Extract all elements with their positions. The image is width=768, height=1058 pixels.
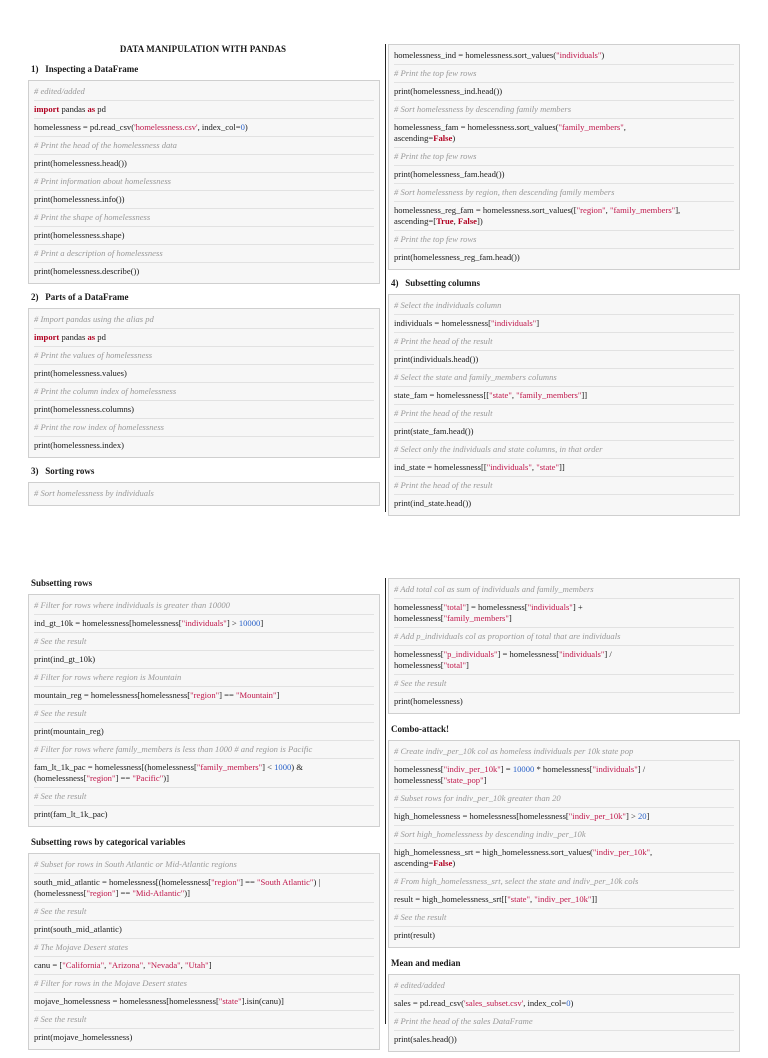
code-number: 10000: [512, 764, 535, 774]
code-string: "state": [489, 390, 512, 400]
code-text: ] =: [500, 764, 513, 774]
code-comment: # Print the values of homelessness: [34, 347, 374, 365]
code-text: print(sales.head()): [394, 1034, 457, 1044]
code-text: canu = [: [34, 960, 63, 970]
code-text: print(homelessness_fam.head()): [394, 169, 505, 179]
code-comment: # Print the head of the result: [394, 405, 734, 423]
code-number: 0: [240, 122, 245, 132]
code-text: print(homelessness.values): [34, 368, 127, 378]
code-string: "region": [86, 888, 116, 898]
code-number: 10000: [238, 618, 261, 628]
code-comment: # Print the shape of homelessness: [34, 209, 374, 227]
code-number: 0: [566, 998, 571, 1008]
code-line: [394, 891, 734, 909]
code-block: [28, 482, 380, 506]
code-text: high_homelessness_srt = high_homelessness.sort_values(: [394, 847, 593, 857]
code-comment: # From high_homelessness_srt, select the state and indiv_per_10k cols: [394, 873, 734, 891]
code-line: [394, 423, 734, 441]
code-text: ] ==: [115, 773, 133, 783]
code-text: print(south_mid_atlantic): [34, 924, 122, 934]
code-comment: # See the result: [34, 705, 374, 723]
code-string: "Mountain": [236, 690, 277, 700]
code-comment: # Sort homelessness by descending family members: [394, 101, 734, 119]
code-text: )]: [163, 773, 169, 783]
code-line: [34, 401, 374, 419]
code-text: ): [570, 998, 574, 1008]
code-string: "state": [218, 996, 242, 1006]
code-comment: # Select the individuals column: [394, 297, 734, 315]
code-text: ]: [508, 613, 512, 623]
code-text: ,: [143, 960, 148, 970]
code-text: ): [452, 858, 456, 868]
code-comment: # Filter for rows where region is Mountain: [34, 669, 374, 687]
code-text: ) & (homelessness[: [34, 762, 303, 783]
code-text: ] / homelessness[: [394, 649, 612, 670]
code-text: ]: [465, 660, 469, 670]
code-line: [394, 599, 734, 628]
code-line: [394, 844, 734, 873]
code-text: ]: [646, 811, 650, 821]
code-comment: # Sort homelessness by region, then descending family members: [394, 184, 734, 202]
code-text: print(mountain_reg): [34, 726, 104, 736]
code-line: [394, 808, 734, 826]
code-comment: # Print the row index of homelessness: [34, 419, 374, 437]
code-keyword: import: [34, 332, 60, 342]
code-comment: # Print the top few rows: [394, 231, 734, 249]
document-page-1: [0, 0, 768, 512]
code-string: "region": [86, 773, 116, 783]
code-text: pd: [95, 332, 106, 342]
code-keyword: False: [433, 858, 453, 868]
code-line: [34, 1029, 374, 1046]
code-line: [394, 761, 734, 790]
section-heading: 4) Subsetting columns: [391, 278, 481, 288]
code-line: [34, 687, 374, 705]
code-text: homelessness[: [394, 602, 444, 612]
code-comment: # Print the column index of homelessness: [34, 383, 374, 401]
document-title: DATA MANIPULATION WITH PANDAS: [119, 44, 287, 54]
section-heading: Mean and median: [391, 958, 461, 968]
code-text: ] + homelessness[: [394, 602, 583, 623]
section-heading: Combo-attack!: [391, 724, 449, 734]
code-line: [394, 995, 734, 1013]
code-comment: # edited/added: [394, 977, 734, 995]
code-text: print(state_fam.head()): [394, 426, 474, 436]
right-column: [388, 44, 740, 522]
code-text: ,: [531, 462, 537, 472]
code-text: ] >: [226, 618, 239, 628]
code-string: "total": [443, 660, 466, 670]
code-string: "family_members": [558, 122, 624, 132]
code-text: ] = homelessness[: [497, 649, 560, 659]
code-text: individuals = homelessness[: [394, 318, 491, 328]
right-column: [388, 578, 740, 1058]
code-comment: # Print the head of the homelessness data: [34, 137, 374, 155]
code-line: [34, 759, 374, 788]
code-comment: # Print the top few rows: [394, 65, 734, 83]
code-string: "indiv_per_10k": [534, 894, 592, 904]
code-text: high_homelessness = homelessness[homelessness[: [394, 811, 569, 821]
code-line: [34, 921, 374, 939]
section-heading: 2) Parts of a DataFrame: [31, 292, 129, 302]
code-comment: # Sort high_homelessness by descending indiv_per_10k: [394, 826, 734, 844]
code-text: ,: [104, 960, 109, 970]
code-string: "state_pop": [443, 775, 484, 785]
section-heading: 3) Sorting rows: [31, 466, 95, 476]
code-string: "region": [576, 205, 606, 215]
code-text: homelessness_reg_fam = homelessness.sort_values([: [394, 205, 577, 215]
code-comment: # Subset rows for indiv_per_10k greater than 20: [394, 790, 734, 808]
code-text: print(result): [394, 930, 436, 940]
code-line: [34, 957, 374, 975]
code-comment: # Create indiv_per_10k col as homeless individuals per 10k state pop: [394, 743, 734, 761]
code-string: "total": [443, 602, 466, 612]
code-string: "Mid-Atlantic": [132, 888, 185, 898]
code-line: [394, 166, 734, 184]
code-text: ,: [180, 960, 185, 970]
code-string: "Utah": [184, 960, 209, 970]
code-comment: # Filter for rows where individuals is greater than 10000: [34, 597, 374, 615]
code-string: "individuals": [181, 618, 227, 628]
code-comment: # See the result: [394, 675, 734, 693]
code-string: "South Atlantic": [257, 877, 314, 887]
code-text: homelessness_fam = homelessness.sort_values(: [394, 122, 559, 132]
code-line: [34, 651, 374, 669]
code-keyword: False: [433, 133, 453, 143]
code-keyword: False: [457, 216, 477, 226]
code-number: 20: [637, 811, 647, 821]
code-line: [394, 47, 734, 65]
code-line: [394, 315, 734, 333]
code-text: ] / homelessness[: [394, 764, 646, 785]
code-block: [28, 853, 380, 1050]
code-string: "region": [211, 877, 241, 887]
code-text: print(ind_state.head()): [394, 498, 472, 508]
code-comment: # Import pandas using the alias pd: [34, 311, 374, 329]
code-text: ): [601, 50, 605, 60]
code-text: ], ascending=[: [394, 205, 681, 226]
code-line: [394, 351, 734, 369]
code-comment: # Print the head of the result: [394, 333, 734, 351]
code-text: ] = homelessness[: [465, 602, 528, 612]
code-text: * homelessness[: [534, 764, 593, 774]
code-comment: # See the result: [34, 1011, 374, 1029]
code-text: , ascending=: [394, 847, 653, 868]
column-divider: [385, 44, 386, 512]
code-text: ind_state = homelessness[[: [394, 462, 487, 472]
code-string: 'homelessness.csv': [134, 122, 198, 132]
code-number: 1000: [274, 762, 292, 772]
code-string: "family_members": [443, 613, 509, 623]
code-text: print(fam_lt_1k_pac): [34, 809, 108, 819]
code-line: [394, 646, 734, 675]
code-text: ]]: [591, 894, 598, 904]
code-text: ): [244, 122, 248, 132]
code-text: ] <: [262, 762, 275, 772]
code-text: print(homelessness_ind.head()): [394, 86, 503, 96]
code-comment: # Add p_individuals col as proportion of total that are individuals: [394, 628, 734, 646]
code-line: [394, 693, 734, 710]
left-column: [28, 568, 380, 1056]
code-text: pandas: [59, 104, 88, 114]
code-block: [388, 294, 740, 516]
code-text: print(homelessness.index): [34, 440, 124, 450]
code-string: "p_individuals": [443, 649, 498, 659]
code-line: [394, 495, 734, 512]
left-column: [28, 0, 380, 512]
code-comment: # Sort homelessness by individuals: [34, 488, 154, 498]
code-string: "state": [536, 462, 559, 472]
code-comment: # Print the head of the sales DataFrame: [394, 1013, 734, 1031]
code-block: [28, 80, 380, 284]
code-comment: # Print information about homelessness: [34, 173, 374, 191]
code-comment: # Print the top few rows: [394, 148, 734, 166]
code-line: [34, 155, 374, 173]
code-text: homelessness[: [394, 764, 444, 774]
code-line: [394, 249, 734, 266]
code-text: ].isin(canu)]: [241, 996, 284, 1006]
code-block: [388, 740, 740, 948]
column-divider: [385, 578, 386, 1024]
code-line: [394, 119, 734, 148]
code-string: "state": [507, 894, 530, 904]
code-comment: # See the result: [34, 633, 374, 651]
code-string: "indiv_per_10k": [443, 764, 501, 774]
code-line: [394, 202, 734, 231]
code-string: "individuals": [527, 602, 573, 612]
code-line: [34, 365, 374, 383]
code-text: ] ==: [115, 888, 133, 898]
code-text: , ascending=: [394, 122, 626, 143]
code-string: "indiv_per_10k": [568, 811, 626, 821]
code-block: [28, 594, 380, 827]
code-comment: # Filter for rows in the Mojave Desert states: [34, 975, 374, 993]
code-text: south_mid_atlantic = homelessness[(homelessness[: [34, 877, 212, 887]
code-text: ,: [529, 894, 535, 904]
code-line: [394, 1031, 734, 1048]
code-comment: # Filter for rows where family_members is less than 1000 # and region is Pacific: [34, 741, 374, 759]
code-string: "individuals": [559, 649, 605, 659]
code-block: [388, 578, 740, 714]
code-text: ]: [276, 690, 280, 700]
code-line: [394, 83, 734, 101]
code-keyword: import: [34, 104, 60, 114]
code-comment: # Add total col as sum of individuals and family_members: [394, 581, 734, 599]
code-text: pandas: [59, 332, 88, 342]
code-text: print(homelessness_reg_fam.head()): [394, 252, 520, 262]
code-line: [34, 329, 374, 347]
code-comment: # Select the state and family_members columns: [394, 369, 734, 387]
code-text: ]]: [558, 462, 565, 472]
code-string: "California": [62, 960, 105, 970]
code-line: [394, 459, 734, 477]
code-text: ]: [260, 618, 264, 628]
code-text: print(homelessness.info()): [34, 194, 125, 204]
code-string: "family_members": [196, 762, 263, 772]
code-text: ind_gt_10k = homelessness[homelessness[: [34, 618, 182, 628]
code-text: ,: [453, 216, 458, 226]
code-text: sales = pd.read_csv(: [394, 998, 464, 1008]
code-text: ]: [483, 775, 487, 785]
code-text: print(mojave_homelessness): [34, 1032, 133, 1042]
code-text: fam_lt_1k_pac = homelessness[(homelessness[: [34, 762, 197, 772]
code-string: "family_members": [516, 390, 582, 400]
code-comment: # See the result: [394, 909, 734, 927]
code-text: result = high_homelessness_srt[[: [394, 894, 508, 904]
code-line: [34, 806, 374, 823]
code-line: [34, 874, 374, 903]
code-text: ,: [605, 205, 610, 215]
code-keyword: True: [436, 216, 454, 226]
code-text: ] ==: [240, 877, 258, 887]
section-heading: Subsetting rows: [31, 578, 93, 588]
code-line: [34, 615, 374, 633]
section-heading: Subsetting rows by categorical variables: [31, 837, 186, 847]
code-keyword: as: [87, 104, 96, 114]
code-comment: # See the result: [34, 903, 374, 921]
code-keyword: as: [87, 332, 96, 342]
code-line: [34, 191, 374, 209]
code-text: ): [452, 133, 456, 143]
code-line: [34, 993, 374, 1011]
code-text: state_fam = homelessness[[: [394, 390, 490, 400]
code-text: homelessness[: [394, 649, 444, 659]
code-text: , index_col=: [523, 998, 567, 1008]
code-line: [34, 227, 374, 245]
code-text: print(homelessness): [394, 696, 463, 706]
code-block: [388, 44, 740, 270]
code-comment: # Subset for rows in South Atlantic or Mid-Atlantic regions: [34, 856, 374, 874]
document-page-2: [0, 568, 768, 1044]
code-string: "individuals": [490, 318, 537, 328]
code-string: "family_members": [609, 205, 676, 215]
code-text: ] ==: [219, 690, 237, 700]
code-line: [394, 387, 734, 405]
code-line: [34, 437, 374, 454]
code-text: ,: [511, 390, 517, 400]
code-text: print(homelessness.shape): [34, 230, 125, 240]
code-text: ]): [476, 216, 483, 226]
code-string: "individuals": [486, 462, 532, 472]
code-text: print(ind_gt_10k): [34, 654, 96, 664]
code-line: [34, 723, 374, 741]
code-text: ) | (homelessness[: [34, 877, 321, 898]
code-line: [34, 119, 374, 137]
code-text: mountain_reg = homelessness[homelessness[: [34, 690, 191, 700]
code-string: "indiv_per_10k": [592, 847, 651, 857]
code-text: ] >: [625, 811, 638, 821]
code-comment: # The Mojave Desert states: [34, 939, 374, 957]
code-comment: # edited/added: [34, 83, 374, 101]
code-comment: # Print a description of homelessness: [34, 245, 374, 263]
code-text: homelessness = pd.read_csv(: [34, 122, 135, 132]
code-string: "Pacific": [132, 773, 164, 783]
code-string: "individuals": [592, 764, 638, 774]
code-string: "Nevada": [147, 960, 181, 970]
code-text: mojave_homelessness = homelessness[homelessness[: [34, 996, 219, 1006]
code-text: )]: [184, 888, 190, 898]
code-text: print(homelessness.describe()): [34, 266, 140, 276]
code-text: ]]: [581, 390, 588, 400]
code-string: 'sales_subset.csv': [464, 998, 524, 1008]
code-line: [394, 927, 734, 944]
code-block: [28, 308, 380, 458]
code-line: [34, 101, 374, 119]
code-text: ]: [536, 318, 540, 328]
code-comment: # Select only the individuals and state columns, in that order: [394, 441, 734, 459]
code-text: print(homelessness.head()): [34, 158, 127, 168]
code-text: print(individuals.head()): [394, 354, 479, 364]
section-heading: 1) Inspecting a DataFrame: [31, 64, 139, 74]
code-line: [34, 263, 374, 280]
code-string: "Arizona": [108, 960, 144, 970]
code-text: pd: [95, 104, 106, 114]
code-text: , index_col=: [197, 122, 241, 132]
code-block: [388, 974, 740, 1052]
code-comment: # See the result: [34, 788, 374, 806]
code-text: ]: [208, 960, 212, 970]
code-comment: # Print the head of the result: [394, 477, 734, 495]
code-string: "individuals": [556, 50, 602, 60]
code-string: "region": [190, 690, 220, 700]
code-text: homelessness_ind = homelessness.sort_values(: [394, 50, 557, 60]
code-text: print(homelessness.columns): [34, 404, 135, 414]
